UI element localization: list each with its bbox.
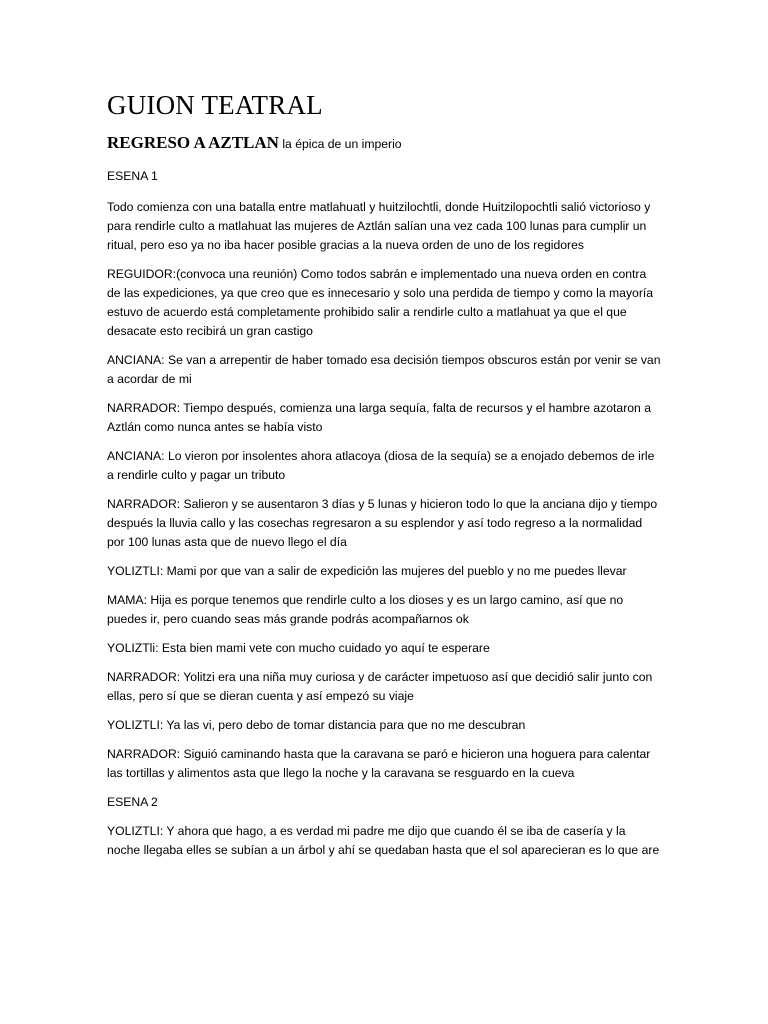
- scene-heading: ESENA 1: [107, 169, 158, 183]
- document-title: GUION TEATRAL: [107, 90, 323, 120]
- script-paragraph: NARRADOR: Tiempo después, comienza una larga sequía, falta de recursos y el hambre azotaron a Aztlán como nunca antes se había visto: [107, 401, 651, 434]
- script-paragraph: NARRADOR: Yolitzi era una niña muy curiosa y de carácter impetuoso así que decidió salir junto con ellas, pero sí que se dieran cuenta y así empezó su viaje: [107, 670, 653, 703]
- script-paragraph: YOLIZTLI: Y ahora que hago, a es verdad mi padre me dijo que cuando él se iba de casería y la noche llegaba elles se subían a un árbol y ahí se quedaban hasta que el sol aparecieran es lo que are: [107, 824, 660, 857]
- document-subtitle: [107, 132, 662, 155]
- script-paragraph: MAMA: Hija es porque tenemos que rendirle culto a los dioses y es un largo camino, así que no puedes ir, pero cuando seas más grande podrás acompañarnos ok: [107, 593, 624, 626]
- script-paragraph: NARRADOR: Siguió caminando hasta que la caravana se paró e hicieron una hoguera para calentar las tortillas y alimentos asta que llego la noche y la caravana se resguardo en la cueva: [107, 747, 651, 780]
- script-paragraph: REGUIDOR:(convoca una reunión) Como todos sabrán e implementado una nueva orden en contra de las expediciones, ya que creo que es innecesario y solo una perdida de tiempo y como la mayoría estuvo de acuerdo está completamente prohibido salir a rendirle culto a matlahuat ya que el que desacate esto recibirá un gran castigo: [107, 267, 654, 338]
- scene-heading: ESENA 2: [107, 795, 158, 809]
- document-body: [107, 167, 662, 860]
- play-subtitle: la épica de un imperio: [278, 137, 402, 151]
- script-paragraph: YOLIZTLI: Ya las vi, pero debo de tomar distancia para que no me descubran: [107, 718, 526, 732]
- script-paragraph: YOLIZTLI: Mami por que van a salir de expedición las mujeres del pueblo y no me puedes llevar: [107, 564, 627, 578]
- script-paragraph: ANCIANA: Se van a arrepentir de haber tomado esa decisión tiempos obscuros están por venir se van a acordar de mi: [107, 353, 661, 386]
- document-page: [107, 88, 662, 870]
- script-paragraph: NARRADOR: Salieron y se ausentaron 3 días y 5 lunas y hicieron todo lo que la anciana dijo y tiempo después la lluvia callo y las cosechas regresaron a su esplendor y así todo regreso a la normalidad por 100 lunas asta que de nuevo llego el día: [107, 497, 658, 549]
- script-paragraph: Todo comienza con una batalla entre matlahuatl y huitzilochtli, donde Huitzilopochtli salió victorioso y para rendirle culto a matlahuat las mujeres de Aztlán salían una vez cada 100 lunas para cumplir un ritual, pero eso ya no iba hacer posible gracias a la nueva orden de uno de los regidores: [107, 200, 651, 252]
- script-paragraph: YOLIZTli: Esta bien mami vete con mucho cuidado yo aquí te esperare: [107, 641, 490, 655]
- script-paragraph: ANCIANA: Lo vieron por insolentes ahora atlacoya (diosa de la sequía) se a enojado debemos de irle a rendirle culto y pagar un tributo: [107, 449, 655, 482]
- play-title: REGRESO A AZTLAN: [107, 133, 279, 152]
